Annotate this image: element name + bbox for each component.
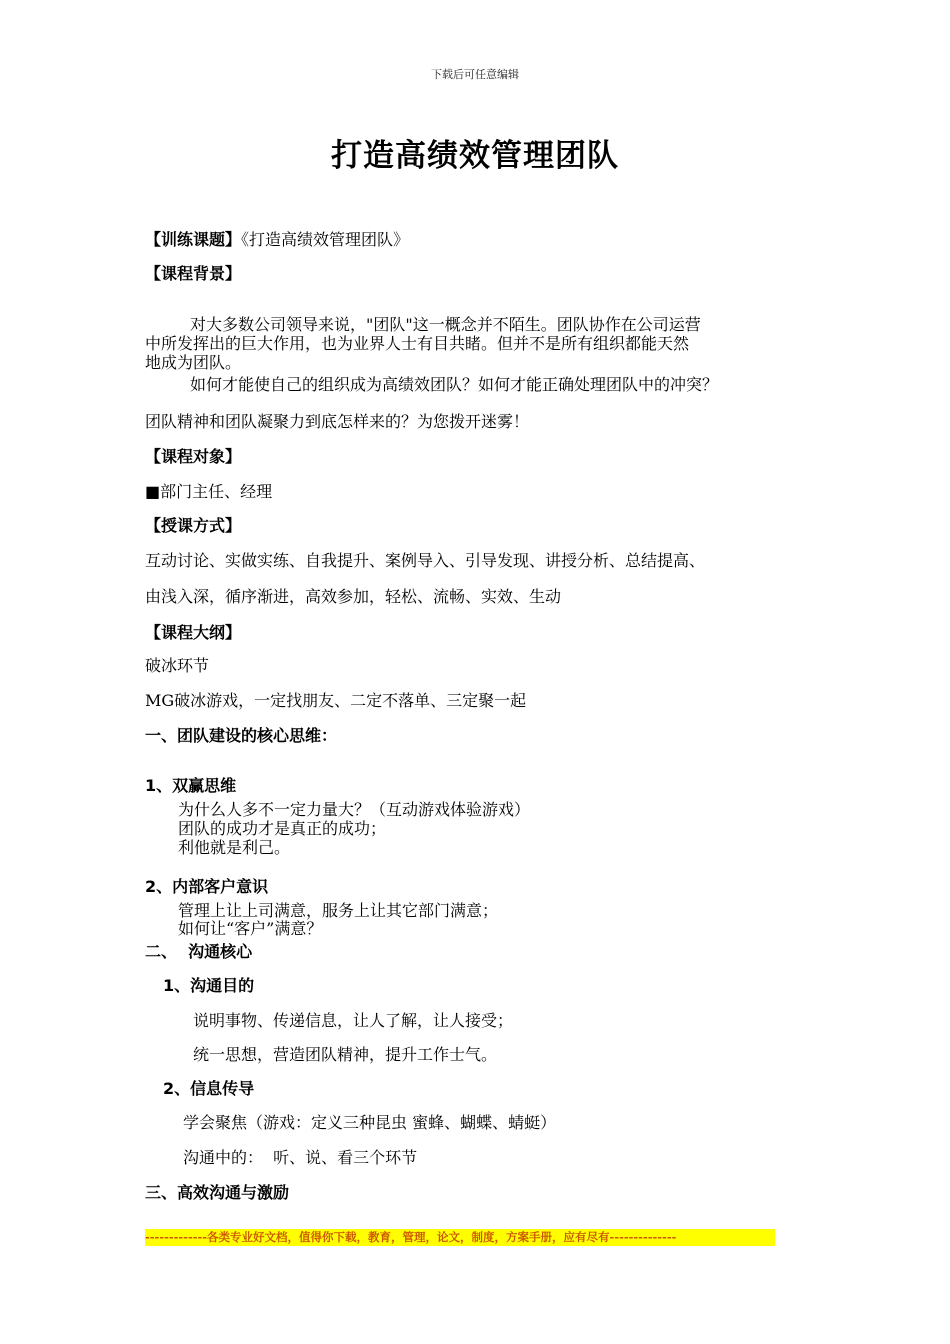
topic-line [145,227,409,250]
background-label: 【课程背景】 [145,264,242,283]
method-line-1: 互动讨论、实做实练、自我提升、案例导入、引导发现、讲授分析、总结提高、 [145,551,706,570]
part-2-item-1: 1、沟通目的 [163,976,255,995]
part-1-heading: 一、团队建设的核心思维： [145,726,338,745]
topic-value: 《打造高绩效管理团队》 [241,230,410,249]
part-2-heading: 二、 沟通核心 [145,942,253,961]
part-2-item-2: 2、信息传导 [163,1079,255,1098]
audience-label: 【课程对象】 [145,447,242,466]
part-2-item-2-line-a: 学会聚焦（游戏：定义三种昆虫 蜜蜂、蝴蝶、蜻蜓） [183,1113,557,1132]
part-1-item-2-line-a: 管理上让上司满意，服务上让其它部门满意； [178,901,499,920]
part-2-item-2-line-b: 沟通中的： 听、说、看三个环节 [183,1148,418,1167]
topic-label: 【训练课题】 [145,230,242,249]
part-1-item-1-line-b: 团队的成功才是真正的成功； [178,819,387,838]
footer-banner: -------------各类专业好文档，值得你下载，教育，管理，论文，制度，方案手册，应有尽有-------------- [145,1229,775,1246]
part-2-item-1-line-b: 统一思想，营造团队精神，提升工作士气。 [193,1045,498,1064]
part-1-item-2: 2、内部客户意识 [145,877,269,896]
method-line-2: 由浅入深，循序渐进，高效参加，轻松、流畅、实效、生动 [145,587,562,606]
audience-value: ■部门主任、经理 [145,482,273,501]
document-title: 打造高绩效管理团队 [331,138,619,174]
icebreak-heading: 破冰环节 [145,656,210,675]
part-1-item-2-line-b: 如何让“客户”满意？ [178,919,323,938]
background-line-5: 团队精神和团队凝聚力到底怎样来的？为您拨开迷雾！ [145,412,530,431]
part-3-heading: 三、高效沟通与激励 [145,1183,290,1202]
icebreak-game: MG破冰游戏，一定找朋友、二定不落单、三定聚一起 [145,691,527,710]
part-1-item-1: 1、双赢思维 [145,776,237,795]
method-label: 【授课方式】 [145,516,242,535]
part-2-item-1-line-a: 说明事物、传递信息，让人了解，让人接受； [193,1011,514,1030]
part-1-item-1-line-c: 利他就是利己。 [178,838,291,857]
background-line-3: 地成为团队。 [145,353,242,372]
background-line-2: 中所发挥出的巨大作用，也为业界人士有目共睹。但并不是所有组织都能天然 [145,334,690,353]
page-header-note: 下载后可任意编辑 [431,68,519,81]
part-1-item-1-line-a: 为什么人多不一定力量大？（互动游戏体验游戏） [178,800,531,819]
background-line-1: 对大多数公司领导来说，"团队"这一概念并不陌生。团队协作在公司运营 [190,315,701,334]
background-line-4: 如何才能使自己的组织成为高绩效团队？如何才能正确处理团队中的冲突？ [190,375,719,394]
outline-label: 【课程大纲】 [145,623,242,642]
